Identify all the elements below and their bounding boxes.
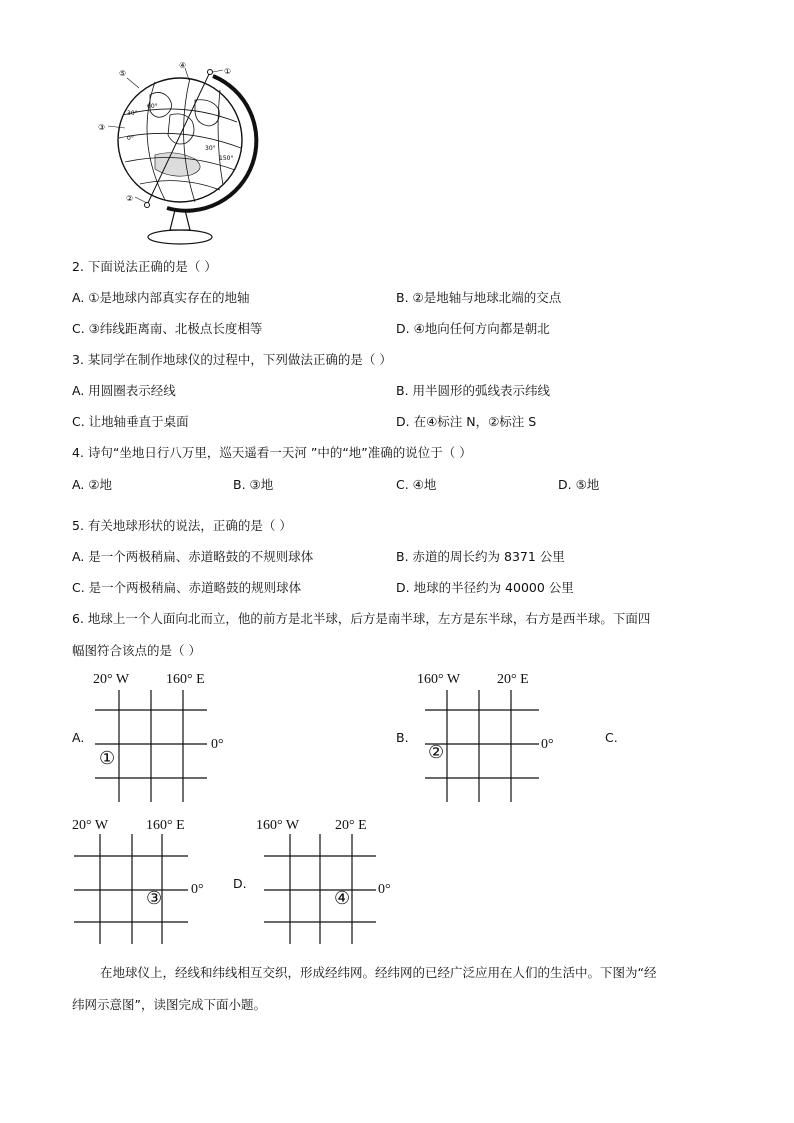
grid-d-point-mark: ④ <box>334 888 351 909</box>
q5-option-d[interactable]: D. 地球的半径约为 40000 公里 <box>396 580 574 595</box>
q6-option-d-label[interactable]: D. <box>233 876 247 891</box>
q6-stem-line1: 6. 地球上一个人面向北而立，他的前方是北半球，后方是南半球，左方是东半球，右方是西半球。下面四 <box>72 611 651 626</box>
q5-option-c[interactable]: C. 是一个两极稍扁、赤道略鼓的规则球体 <box>72 580 302 595</box>
grid-c-right-label: 160° E <box>146 818 185 833</box>
globe-marker-5: ⑤ <box>119 69 127 78</box>
grid-d-equator-label: 0° <box>378 882 391 897</box>
q5-stem: 5. 有关地球形状的说法，正确的是（ ） <box>72 518 292 533</box>
globe-label-150: 150° <box>219 155 234 162</box>
q6-stem-line2: 幅图符合该点的是（ ） <box>72 643 201 658</box>
q5-option-b[interactable]: B. 赤道的周长约为 8371 公里 <box>396 549 565 564</box>
intro-line2: 纬网示意图”，读图完成下面小题。 <box>72 997 266 1012</box>
grid-b-point-mark: ② <box>428 742 445 763</box>
q2-option-a[interactable]: A. ①是地球内部真实存在的地轴 <box>72 290 250 305</box>
grid-c-equator-label: 0° <box>191 882 204 897</box>
grid-c-point-mark: ③ <box>146 888 163 909</box>
q4-option-c[interactable]: C. ④地 <box>396 477 437 492</box>
q5-option-a[interactable]: A. 是一个两极稍扁、赤道略鼓的不规则球体 <box>72 549 314 564</box>
grid-d-right-label: 20° E <box>335 818 367 833</box>
grid-b-right-label: 20° E <box>497 672 529 687</box>
grid-d <box>264 834 384 949</box>
q3-stem: 3. 某同学在制作地球仪的过程中，下列做法正确的是（ ） <box>72 352 392 367</box>
globe-label-30: 30° <box>127 110 138 117</box>
q4-option-d[interactable]: D. ⑤地 <box>558 477 600 492</box>
q4-option-a[interactable]: A. ②地 <box>72 477 112 492</box>
grid-a-equator-label: 0° <box>211 737 224 752</box>
q6-option-c-label[interactable]: C. <box>605 730 618 745</box>
q4-stem: 4. 诗句“坐地日行八万里，巡天遥看一天河 ”中的“地”准确的说位于（ ） <box>72 445 472 460</box>
q3-option-a[interactable]: A. 用圆圈表示经线 <box>72 383 176 398</box>
grid-a-left-label: 20° W <box>93 672 130 687</box>
q3-option-b[interactable]: B. 用半圆形的弧线表示纬线 <box>396 383 551 398</box>
globe-marker-2: ② <box>126 194 134 203</box>
globe-marker-1: ① <box>224 67 232 76</box>
q2-option-c[interactable]: C. ③纬线距离南、北极点长度相等 <box>72 321 263 336</box>
grid-d-left-label: 160° W <box>256 818 300 833</box>
q6-option-a-label[interactable]: A. <box>72 730 85 745</box>
intro-line1: 在地球仪上，经线和纬线相互交织，形成经纬网。经纬网的已经广泛应用在人们的生活中。下图为“经 <box>100 965 657 980</box>
globe-label-30b: 30° <box>205 145 216 152</box>
q3-option-c[interactable]: C. 让地轴垂直于桌面 <box>72 414 189 429</box>
q4-option-b[interactable]: B. ③地 <box>233 477 274 492</box>
globe-marker-3: ③ <box>98 123 106 132</box>
globe-illustration <box>95 60 270 250</box>
grid-b-left-label: 160° W <box>417 672 461 687</box>
q2-stem: 2. 下面说法正确的是（ ） <box>72 259 217 274</box>
q3-option-d[interactable]: D. 在④标注 N，②标注 S <box>396 414 537 429</box>
grid-a-right-label: 160° E <box>166 672 205 687</box>
globe-marker-4: ④ <box>179 61 187 70</box>
globe-label-60: 60° <box>147 103 158 110</box>
grid-c-left-label: 20° W <box>72 818 109 833</box>
grid-c <box>74 834 194 949</box>
grid-b-equator-label: 0° <box>541 737 554 752</box>
q2-option-d[interactable]: D. ④地向任何方向都是朝北 <box>396 321 550 336</box>
globe-label-0: 0° <box>127 135 134 142</box>
q2-option-b[interactable]: B. ②是地轴与地球北端的交点 <box>396 290 562 305</box>
grid-a-point-mark: ① <box>99 748 116 769</box>
q6-option-b-label[interactable]: B. <box>396 730 409 745</box>
